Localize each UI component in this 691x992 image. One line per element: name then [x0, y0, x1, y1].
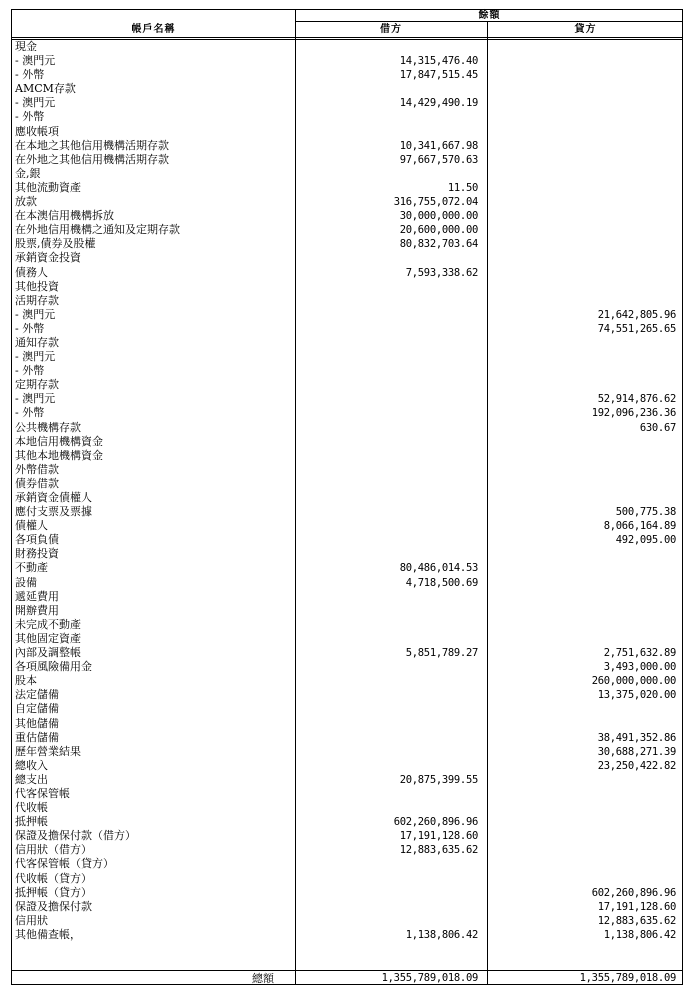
- table-row: [12, 181, 684, 195]
- credit-value: 1,138,806.42: [603, 928, 676, 941]
- table-row: [12, 674, 684, 688]
- table-row: [12, 406, 684, 420]
- table-row: [12, 872, 684, 886]
- credit-value: 17,191,128.60: [597, 900, 676, 913]
- credit-value: 12,883,635.62: [597, 914, 676, 927]
- account-name: 應付支票及票據: [15, 505, 92, 519]
- credit-value: 2,751,632.89: [603, 647, 676, 660]
- table-row: [12, 731, 684, 745]
- account-name: 代收帳: [15, 801, 48, 815]
- table-row: [12, 209, 684, 223]
- account-rows: [12, 40, 684, 942]
- table-row: [12, 632, 684, 646]
- table-row: [12, 900, 684, 914]
- account-name: 其他固定資產: [15, 631, 81, 645]
- account-name: 定期存款: [15, 378, 59, 392]
- debit-value: 97,667,570.63: [399, 153, 478, 166]
- account-name: 其他備查帳，: [15, 927, 81, 941]
- account-name: - 澳門元: [15, 54, 56, 68]
- total-top-line: [12, 970, 682, 971]
- table-row: [12, 829, 684, 843]
- debit-value: 7,593,338.62: [405, 266, 478, 279]
- account-name: 內部及調整帳: [15, 646, 81, 660]
- account-name: - 澳門元: [15, 307, 56, 321]
- credit-value: 23,250,422.82: [597, 759, 676, 772]
- account-name: 總收入: [15, 758, 48, 772]
- table-row: [12, 688, 684, 702]
- table-row: [12, 294, 684, 308]
- table-row: [12, 153, 684, 167]
- credit-value: 21,642,805.96: [597, 308, 676, 321]
- account-name: 信用狀（借方）: [15, 843, 92, 857]
- account-name: 其他儲備: [15, 716, 59, 730]
- total-debit: 1,355,789,018.09: [381, 972, 478, 984]
- table-row: [12, 477, 684, 491]
- account-name: 現金: [15, 40, 37, 53]
- credit-value: 52,914,876.62: [597, 393, 676, 406]
- account-name: 債權人: [15, 519, 48, 533]
- debit-value: 10,341,667.98: [399, 139, 478, 152]
- debit-value: 12,883,635.62: [399, 844, 478, 857]
- table-row: [12, 914, 684, 928]
- table-row: [12, 449, 684, 463]
- debit-value: 5,851,789.27: [405, 647, 478, 660]
- table-row: [12, 350, 684, 364]
- account-name: 遞延費用: [15, 589, 59, 603]
- credit-value: 74,551,265.65: [597, 322, 676, 335]
- debit-value: 17,847,515.45: [399, 69, 478, 82]
- table-row: [12, 82, 684, 96]
- credit-value: 602,260,896.96: [591, 886, 676, 899]
- account-name: - 外幣: [15, 321, 45, 335]
- debit-value: 80,832,703.64: [399, 238, 478, 251]
- account-name: 各項負債: [15, 533, 59, 547]
- account-name: 債券借款: [15, 476, 59, 490]
- credit-value: 30,688,271.39: [597, 745, 676, 758]
- total-credit: 1,355,789,018.09: [579, 972, 676, 984]
- account-name: 自定儲備: [15, 702, 59, 716]
- table-row: [12, 618, 684, 632]
- account-name: 金,銀: [15, 166, 41, 180]
- debit-value: 80,486,014.53: [399, 562, 478, 575]
- account-name: 不動產: [15, 561, 48, 575]
- credit-value: 3,493,000.00: [603, 661, 676, 674]
- table-row: [12, 68, 684, 82]
- account-name: 抵押帳（貸方）: [15, 885, 92, 899]
- account-name: 在外地之其他信用機構活期存款: [15, 152, 169, 166]
- header-balance: 餘額: [478, 10, 501, 21]
- account-name: 開辦費用: [15, 603, 59, 617]
- account-name: 承銷資金投資: [15, 251, 81, 265]
- table-row: [12, 223, 684, 237]
- table-row: [12, 745, 684, 759]
- account-name: 未完成不動產: [15, 617, 81, 631]
- table-row: [12, 392, 684, 406]
- debit-value: 14,315,476.40: [399, 55, 478, 68]
- table-row: [12, 421, 684, 435]
- debit-value: 14,429,490.19: [399, 97, 478, 110]
- table-row: [12, 266, 684, 280]
- account-name: 保證及擔保付款: [15, 899, 92, 913]
- table-row: [12, 54, 684, 68]
- table-row: [12, 928, 684, 942]
- debit-value: 20,600,000.00: [399, 224, 478, 237]
- table-row: [12, 801, 684, 815]
- account-name: 抵押帳: [15, 815, 48, 829]
- account-name: - 外幣: [15, 110, 45, 124]
- table-row: [12, 646, 684, 660]
- account-name: 在本地之其他信用機構活期存款: [15, 138, 169, 152]
- account-name: 總支出: [15, 772, 48, 786]
- account-name: 應收帳項: [15, 124, 59, 138]
- account-name: 其他本地機構資金: [15, 448, 103, 462]
- table-row: [12, 463, 684, 477]
- account-name: 通知存款: [15, 335, 59, 349]
- account-name: 承銷資金債權人: [15, 491, 92, 504]
- table-row: [12, 604, 684, 618]
- debit-value: 17,191,128.60: [399, 830, 478, 843]
- table-row: [12, 364, 684, 378]
- account-name: 其他投資: [15, 279, 59, 293]
- account-name: 代收帳（貸方）: [15, 871, 92, 885]
- account-name: - 澳門元: [15, 96, 56, 110]
- account-name: 財務投資: [15, 547, 59, 561]
- table-row: [12, 533, 684, 547]
- credit-value: 260,000,000.00: [591, 675, 676, 688]
- table-row: [12, 251, 684, 265]
- account-name: 各項風險備用金: [15, 660, 92, 674]
- table-row: [12, 505, 684, 519]
- debit-value: 30,000,000.00: [399, 210, 478, 223]
- table-row: [12, 125, 684, 139]
- account-name: 在外地信用機構之通知及定期存款: [15, 223, 180, 237]
- table-row: [12, 702, 684, 716]
- credit-value: 500,775.38: [615, 506, 676, 519]
- credit-value: 192,096,236.36: [591, 407, 676, 420]
- credit-value: 8,066,164.89: [603, 520, 676, 533]
- debit-value: 4,718,500.69: [405, 576, 478, 589]
- account-name: 法定儲備: [15, 688, 59, 702]
- account-name: - 澳門元: [15, 350, 56, 364]
- account-name: 其他流動資產: [15, 180, 81, 194]
- debit-value: 602,260,896.96: [393, 816, 478, 829]
- table-row: [12, 561, 684, 575]
- table-row: [12, 96, 684, 110]
- account-name: 放款: [15, 195, 37, 209]
- debit-value: 316,755,072.04: [393, 196, 478, 209]
- credit-value: 630.67: [639, 421, 676, 434]
- table-row: [12, 491, 684, 505]
- account-name: 公共機構存款: [15, 420, 81, 434]
- table-row: [12, 773, 684, 787]
- table-row: [12, 237, 684, 251]
- account-name: 信用狀: [15, 913, 48, 927]
- table-row: [12, 308, 684, 322]
- account-name: 在本澳信用機構拆放: [15, 209, 114, 223]
- table-row: [12, 886, 684, 900]
- account-name: - 外幣: [15, 68, 45, 82]
- credit-value: 13,375,020.00: [597, 689, 676, 702]
- table-row: [12, 195, 684, 209]
- table-row: [12, 759, 684, 773]
- account-name: 活期存款: [15, 293, 59, 307]
- account-name: 重估儲備: [15, 730, 59, 744]
- table-row: [12, 322, 684, 336]
- account-name: AMCM存款: [15, 82, 76, 96]
- table-row: [12, 815, 684, 829]
- debit-value: 11.50: [447, 181, 478, 194]
- table-row: [12, 280, 684, 294]
- header-account-name: 帳戶名稱: [131, 24, 176, 35]
- table-row: [12, 857, 684, 871]
- header-bottom-line: [12, 37, 682, 38]
- account-name: 保證及擔保付款（借方）: [15, 829, 136, 843]
- table-row: [12, 139, 684, 153]
- header-debit: 借方: [380, 24, 402, 35]
- account-name: 設備: [15, 575, 37, 589]
- table-row: [12, 519, 684, 533]
- account-name: - 外幣: [15, 364, 45, 378]
- table-row: [12, 717, 684, 731]
- header-credit: 貸方: [574, 24, 597, 35]
- debit-value: 1,138,806.42: [405, 928, 478, 941]
- table-row: [12, 336, 684, 350]
- table-row: [12, 547, 684, 561]
- table-row: [12, 435, 684, 449]
- account-name: 股票,債券及股權: [15, 237, 96, 251]
- account-name: 外幣借款: [15, 462, 59, 476]
- account-name: - 外幣: [15, 406, 45, 420]
- credit-value: 38,491,352.86: [597, 731, 676, 744]
- table-row: [12, 378, 684, 392]
- table-row: [12, 787, 684, 801]
- table-row: [12, 40, 684, 54]
- account-name: - 澳門元: [15, 392, 56, 406]
- balance-sheet-table: [11, 9, 683, 985]
- account-name: 代客保管帳（貸方）: [15, 857, 114, 871]
- credit-value: 492,095.00: [615, 534, 676, 547]
- table-row: [12, 110, 684, 124]
- total-label: 總額: [252, 972, 274, 985]
- account-name: 本地信用機構資金: [15, 434, 103, 448]
- table-row: [12, 576, 684, 590]
- table-row: [12, 590, 684, 604]
- account-name: 債務人: [15, 265, 48, 279]
- account-name: 歷年營業結果: [15, 744, 81, 758]
- account-name: 股本: [15, 674, 37, 688]
- table-row: [12, 843, 684, 857]
- table-row: [12, 660, 684, 674]
- table-row: [12, 167, 684, 181]
- account-name: 代客保管帳: [15, 786, 70, 800]
- debit-value: 20,875,399.55: [399, 773, 478, 786]
